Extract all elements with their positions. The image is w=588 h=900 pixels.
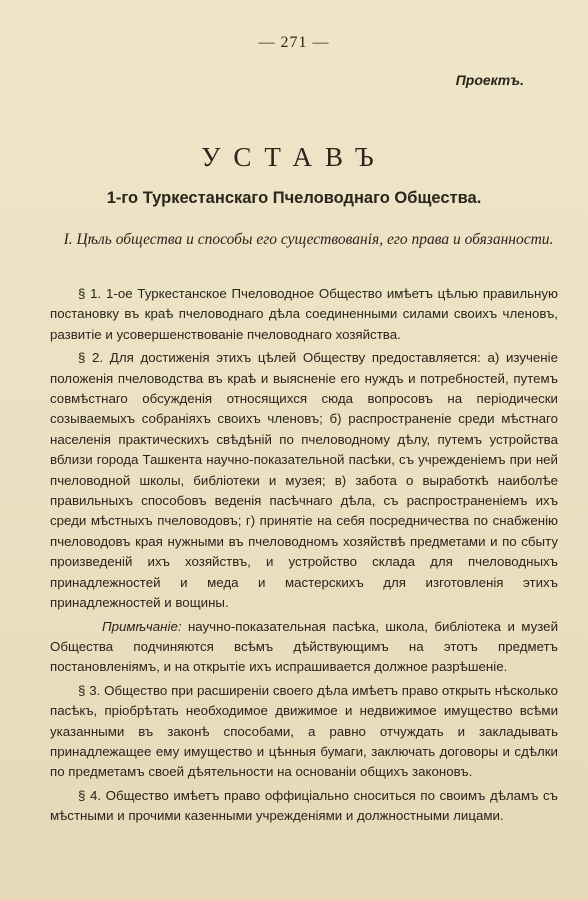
- paragraph-4: § 4. Общество имѣетъ право оффиціально сноситься по своимъ дѣламъ съ мѣстными и прочими казенными учрежденіями и должностными лицами.: [50, 787, 558, 824]
- note-text: научно-показательная пасѣка, школа, библіотека и музей Общества подчиняются всѣмъ дѣйствующимъ на этотъ предметъ постановленіямъ, и на открытіе ихъ испрашивается должное разрѣшеніе.: [50, 618, 558, 675]
- document-title: УСТАВЪ: [201, 142, 387, 172]
- paragraph-1: § 1. 1-ое Туркестанское Пчеловодное Общество имѣетъ цѣлью правильную постановку въ краѣ пчеловоднаго дѣла соединенными силами своихъ членовъ, развитіе и усовершенствованіе пчеловоднаго хозяйства.: [50, 286, 558, 342]
- note-label: Примѣчаніе:: [102, 618, 182, 634]
- paragraph-2: § 2. Для достиженія этихъ цѣлей Обществу предоставляется: а) изученіе положенія пчеловодства въ краѣ и выясненіе его нуждъ и потребностей, путемъ совмѣстнаго обсужденія относящихся сюда вопросовъ на періодически созываемыхъ собраніяхъ своихъ членовъ; б) распространеніе среди мѣстнаго населенія практическихъ свѣдѣній по пчеловодному дѣлу, путемъ устройства вблизи города Ташкента научно-показательной пасѣки, съ учрежденіемъ при ней пчеловодной школы, библіотеки и музея; в) забота о выработкѣ наиболѣе правильныхъ способовъ веденія пасѣчнаго дѣла, съ распространеніемъ ихъ среди мѣстныхъ пчеловодовъ; г) принятіе на себя посредничества по снабженію пчеловодовъ края нужными въ пчеловодномъ хозяйствѣ предметами и по сбыту произведеній ихъ хозяйствъ, и устройство склада для пчеловодныхъ принадлежностей и меда и мастерскихъ для изготовленія этихъ принадлежностей и вощины.: [50, 350, 558, 611]
- note-paragraph: [50, 617, 558, 678]
- paragraph-3: § 3. Общество при расширеніи своего дѣла имѣетъ право открыть нѣсколько пасѣкъ, пріобрѣтать необходимое движимое и недвижимое имущество всѣми указанными въ законѣ способами, а равно отчуждать и закладывать принадлежащее ему имущество и цѣнныя бумаги, заключать договоры и сдѣлки по предметамъ своей дѣятельности на основаніи общихъ законовъ.: [50, 682, 558, 780]
- section-heading: I. Цѣль общества и способы его существованія, его права и обязанности.: [63, 231, 554, 248]
- document-body: [50, 284, 558, 830]
- page-number: — 271 —: [258, 34, 330, 51]
- draft-label: Проектъ.: [455, 72, 524, 88]
- document-subtitle: 1-го Туркестанскаго Пчеловоднаго Общества.: [106, 189, 482, 207]
